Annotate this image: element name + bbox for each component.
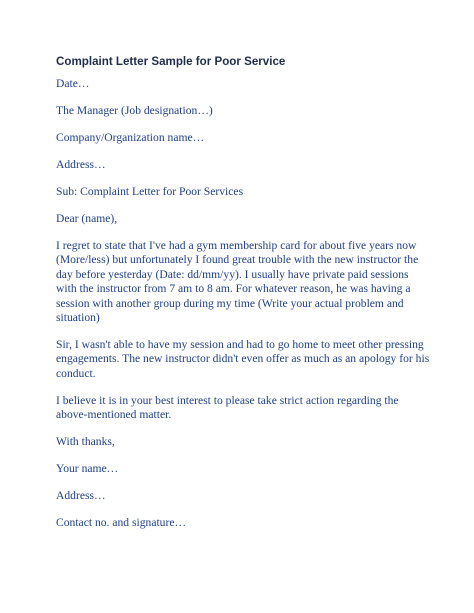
sender-address: Address… [56,489,106,503]
body-paragraph-1-line: session with another group during my time (Write your actual problem and [56,296,404,310]
closing: With thanks, [56,435,115,449]
recipient-manager: The Manager (Job designation…) [56,104,213,117]
recipient-company: Company/Organization name… [56,131,205,144]
sender-contact: Contact no. and signature… [56,516,187,530]
body-paragraph-3-line: above-mentioned matter. [56,408,172,422]
body-paragraph-3-line: I believe it is in your best interest to please take strict action regarding the [56,393,399,407]
body-paragraph-1 [56,239,428,325]
subject-line: Sub: Complaint Letter for Poor Services [56,185,244,198]
body-paragraph-2-line: conduct. [56,366,96,380]
body-paragraph-2-line: engagements. The new instructor didn't even offer as much as an apology for his [56,352,430,366]
salutation: Dear (name), [56,212,118,225]
body-paragraph-2-line: Sir, I wasn't able to have my session and had to go home to meet other pressing [56,338,424,352]
body-paragraph-3 [56,394,428,423]
body-paragraph-1-line: (More/less) but unfortunately I found great trouble with the new instructor the [56,253,419,267]
recipient-address: Address… [56,158,106,171]
body-paragraph-1-line: day before yesterday (Date: dd/mm/yy). I usually have private paid sessions [56,267,409,281]
body-paragraph-1-line: I regret to state that I've had a gym membership card for about five years now [56,239,417,252]
body-paragraph-1-line: with the instructor from 7 am to 8 am. For whatever reason, he was having a [56,282,411,296]
document-title: Complaint Letter Sample for Poor Service [56,55,286,68]
sender-name: Your name… [56,462,119,476]
body-paragraph-2 [56,338,428,381]
body-paragraph-1-line: situation) [56,311,100,325]
date-line: Date… [56,77,90,90]
letter-content [56,54,428,543]
